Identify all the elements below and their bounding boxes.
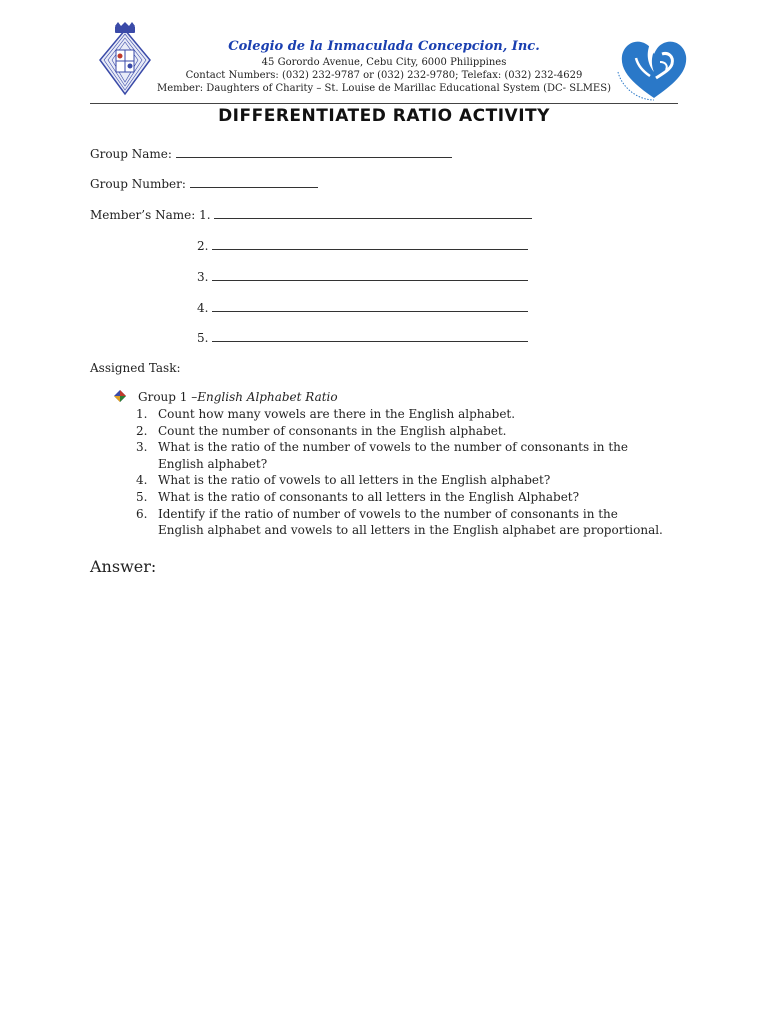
- list-item: [134, 423, 664, 440]
- page-title: DIFFERENTIATED RATIO ACTIVITY: [218, 106, 550, 126]
- member-name-blank[interactable]: [212, 268, 528, 281]
- group-task-heading: [114, 389, 338, 405]
- group-number-field: [90, 175, 318, 192]
- member-name-blank[interactable]: [214, 206, 532, 219]
- school-crest-icon: [96, 22, 154, 96]
- member-name-field-4: [197, 299, 528, 316]
- list-item: [134, 472, 664, 489]
- daughters-of-charity-logo-icon: [616, 32, 692, 102]
- list-item-number: 2.: [136, 423, 148, 438]
- list-item-text: Count the number of consonants in the English alphabet.: [158, 423, 507, 438]
- list-item-text: Count how many vowels are there in the English alphabet.: [158, 407, 516, 421]
- group-name-blank[interactable]: [176, 145, 452, 158]
- member-name-field-5: [197, 329, 528, 346]
- list-item: [134, 439, 664, 472]
- member-name-blank[interactable]: [212, 329, 528, 342]
- member-name-blank[interactable]: [212, 299, 528, 312]
- answer-label: Answer:: [90, 557, 157, 576]
- member-name-field-3: [197, 268, 528, 285]
- list-item-number: 3.: [136, 440, 148, 455]
- list-item-text: What is the ratio of vowels to all letters in the English alphabet?: [158, 473, 551, 488]
- member-number: 1.: [199, 208, 211, 222]
- group-prefix: Group 1 –: [138, 390, 198, 404]
- assigned-task-label: Assigned Task:: [90, 361, 181, 375]
- task-list: [134, 406, 664, 539]
- group-number-label: Group Number:: [90, 177, 186, 191]
- list-item-text: Identify if the ratio of number of vowels to the number of consonants in the English alphabet and vowels to all letters in the English alphabet are proportional.: [158, 506, 663, 538]
- list-item-number: 5.: [136, 489, 148, 504]
- group-title: English Alphabet Ratio: [197, 390, 338, 404]
- group-name-field: [90, 145, 452, 162]
- list-item: [134, 489, 664, 506]
- school-membership: Member: Daughters of Charity – St. Louise de Marillac Educational System (DC- SLMES): [157, 83, 611, 94]
- group-name-label: Group Name:: [90, 147, 172, 161]
- member-name-blank[interactable]: [212, 237, 528, 250]
- list-item-text: What is the ratio of the number of vowels to the number of consonants in the English alphabet?: [158, 440, 628, 471]
- school-address: 45 Gorordo Avenue, Cebu City, 6000 Philippines: [261, 57, 507, 68]
- list-item: [134, 406, 664, 423]
- list-item-number: 6.: [136, 506, 148, 521]
- list-item: [134, 506, 664, 539]
- diamond-bullet-icon: [114, 389, 138, 405]
- member-number: 5.: [197, 331, 209, 345]
- members-label: Member’s Name:: [90, 208, 196, 222]
- member-name-field-1: [90, 206, 532, 223]
- school-contact: Contact Numbers: (032) 232-9787 or (032) 232-9780; Telefax: (032) 232-4629: [185, 70, 583, 81]
- list-item-number: 4.: [136, 473, 148, 488]
- member-number: 4.: [197, 301, 209, 315]
- list-item-text: What is the ratio of consonants to all letters in the English Alphabet?: [158, 489, 580, 504]
- member-number: 2.: [197, 239, 209, 253]
- school-name: Colegio de la Inmaculada Concepcion, Inc.: [228, 39, 540, 54]
- member-name-field-2: [197, 237, 528, 254]
- member-number: 3.: [197, 270, 209, 284]
- group-number-blank[interactable]: [190, 175, 318, 188]
- school-header: [150, 38, 618, 95]
- list-item-number: 1.: [136, 407, 148, 421]
